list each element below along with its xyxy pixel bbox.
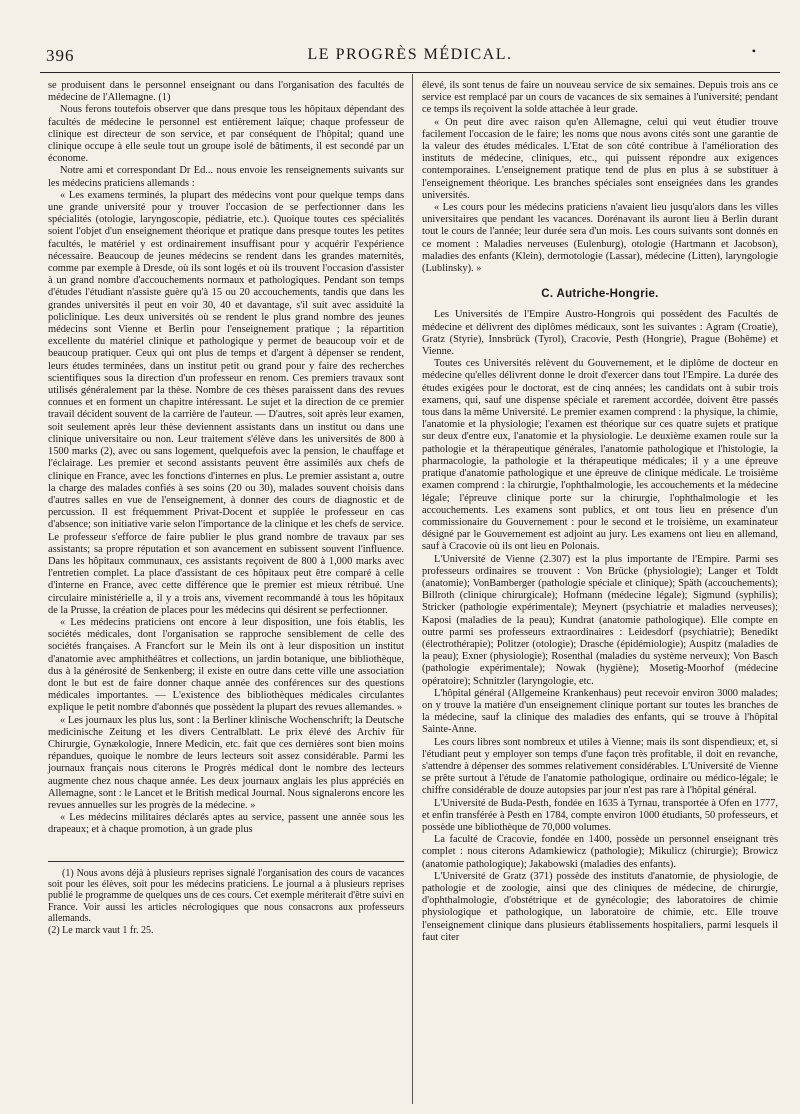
right-paragraphs-bottom [422,309,778,944]
footnote: (1) Nous avons déjà à plusieurs reprises signalé l'organisation des cours de vacances soit pour les élèves, soit pour les médecins praticiens. Le journal a à plusieurs reprises publié le programme de quelques uns de ces cours. Cet exemple mériterait d'être suivi en France. Voir aussi les articles nécrologiques que nous consacrons aux professeurs allemands. [48,867,404,925]
paragraph: L'hôpital général (Allgemeine Krankenhaus) peut recevoir environ 3000 malades; on y trouve la matière d'un enseignement clinique portant sur toutes les branches de la médecine, sauf la clinique des maladies des enfants, qui se trouve à l'hôpital Sainte-Anne. [422,687,778,736]
paragraph: « Les médecins praticiens ont encore à leur disposition, une fois établis, les sociétés médicales, dont l'organisation se rapproche sensiblement de celle des sociétés françaises. A Francfort sur le Mein ils ont à leur disposition un institut d'anatomie avec amphithéâtres et collections, un jardin botanique, une bibliothèque, dus à la générosité de Senkenberg; il existe en outre dans cette ville une association dont le but est de faire donner chaque année des conférences sur des questions médicales importantes. — L'existence des bibliothèques médicales circulantes explique le petit nombre d'abonnés que possèdent la plupart des revues allemandes. » [48,616,404,714]
paragraph: Toutes ces Universités relèvent du Gouvernement, et le diplôme de docteur en médecine qu'elles délivrent donne le droit d'exercer dans tout l'Empire. La durée des études exigées pour le doctorat, est de cinq années; les candidats ont à subir trois examens, qui, sauf une dispense spéciale et rarement accordée, doivent être passés tous dans la même Université. Le premier examen comprend : la physique, la chimie, l'anatomie et la physiologie; l'examen est théorique sur ces quatre sujets et pratique sur deux d'entre eux, l'anatomie et la physiologie. Le deuxième examen roule sur la pathologie et la thérapeutique générales, l'anatomie pathologique et l'histologie, la pharmacologie, la pathologie et la thérapeutique médicales; il y a une épreuve pratique d'anatomie pathologique et une épreuve de clinique médicale. Le troisième examen comprend : la chirurgie, l'ophthalmologie, les accouchements et la médecine légale; l'épreuve clinique porte sur la chirurgie, l'ophthalmologie et les accouchements. Les examens sont publics, et ont tous lieu en présence d'un commissionaire du Gouvernement : pour le second et le troisième, un examinateur désigné par le Gouvernement est adjoint au jury. Les examens ont lieu en allemand, sauf à Cracovie où ils ont lieu en Polonais. [422,358,778,553]
paragraph: Les cours libres sont nombreux et utiles à Vienne; mais ils sont dispendieux; et, si l'étudiant peut y employer son temps d'une façon très profitable, il doit en revanche, s'attendre à dépenser des sommes relativement considérables. L'Université de Vienne se prête surtout à l'étude de l'anatomie pathologique, ordinaire ou médico-légale; le chiffre considérable de douze autopsies par jour n'est pas rare à l'hôpital général. [422,736,778,797]
column-divider [412,74,413,1104]
paragraph: L'Université de Buda-Pesth, fondée en 1635 à Tyrnau, transportée à Ofen en 1777, et enfin transférée à Pesth en 1784, compte environ 1000 étudiants, 50 professeurs, et possède une bibliothèque de 70,000 volumes. [422,797,778,833]
paragraph: Nous ferons toutefois observer que dans presque tous les hôpitaux dépendant des facultés de médecine le personnel est entièrement laïque; chaque professeur de clinique est directeur de son service, et par conséquent de l'hôpital; quand une clinique occupe à elle seule tout un groupe isolé de bâtiments, il est secondé par un économe. [48,104,404,165]
paragraph: L'Université de Vienne (2.307) est la plus importante de l'Empire. Parmi ses professeurs ordinaires se trouvent : Von Brücke (physiologie); Langer et Toldt (anatomie); VonBamberger (pathologie spéciale et clinique); Späth (accouchements); Billroth (clinique chirurgicale); Hofmann (médecine légale); Sigmund (syphilis); Stricker (pathologie expérimentale); Meynert (psychiatrie et maladies nerveuses); Kaposi (maladies de la peau); Kundrat (anatomie pathologique). Elle compte en outre parmi ses professeurs extraordinaires : Leidesdorf (psychiatrie); Benedikt (électrothérapie); Politzer (otologie); Drasche (épidémiologie); Auspitz (maladies de la peau); Exner (physiologie); Rosenthal (maladies du système nerveux); Von Basch (pathologie expérimentale); Nowak (hygiène); Mosetig-Moorhof (médecine opératoire); Schnitzler (laryngologie, etc. [422,553,778,687]
section-title: C. Autriche-Hongrie. [541,288,659,301]
right-paragraphs-top [422,80,778,275]
paragraph: « Les cours pour les médecins praticiens n'avaient lieu jusqu'alors dans les villes universitaires que pendant les vacances. Dorénavant ils auront lieu à Berlin durant tout le cours de l'année; leur durée sera d'un mois. Les cours suivants sont donnés en ce moment : Maladies nerveuses (Eulenburg), otologie (Hartmann et Jacobson), maladies des enfants (Klein), dermotologie (Lassar), médecine (Litten), laryngologie (Lublinsky). » [422,202,778,275]
left-column [48,80,404,936]
paragraph: L'Université de Gratz (371) possède des instituts d'anatomie, de physiologie, de pathologie et de zoologie, ainsi que des cliniques de médecine, de chirurgie, d'ophthalmologie, d'obstétrique et de gynécologie; des laboratoires de chimie physiologique et pathologique, un laboratoire de chimie, etc. Elle trouve l'enseignement clinique dans plusieurs établissements hospitaliers, parmi lesquels il faut citer [422,870,778,943]
footnote-rule [48,861,404,862]
page-number: 396 [46,46,75,65]
paragraph: se produisent dans le personnel enseignant ou dans l'organisation des facultés de médecine de l'Allemagne. (1) [48,80,404,104]
footnotes [48,868,404,936]
paragraph: « Les médecins militaires déclarés aptes au service, passent une année sous les drapeaux; et à chaque promotion, à un grade plus [48,812,404,836]
header-mark: • [751,44,756,58]
page-header [40,46,780,70]
paragraph: élevé, ils sont tenus de faire un nouveau service de six semaines. Depuis trois ans ce service est remplacé par un cours de vacances de six semaines à l'université; pendant ce temps ils reçoivent la solde attachée à leur grade. [422,80,778,116]
journal-title: LE PROGRÈS MÉDICAL. [307,46,513,63]
left-paragraphs [48,80,404,837]
paragraph: Notre ami et correspondant Dr Ed... nous envoie les renseignements suivants sur les médecins praticiens allemands : [48,165,404,189]
paragraph: « Les examens terminés, la plupart des médecins vont pour quelque temps dans une grande université pour y trouver l'occasion de se perfectionner dans les spécialités (otologie, laryngoscopie, pédiatrie, etc.). Quoique toutes ces spécialités soient l'objet d'un enseignement théorique et pratique dans presque toutes les petites facultés, le matériel y est ordinairement insuffisant pour y acquérir l'expérience nécessaire. Beaucoup de jeunes médecins se rendent dans les grandes maternités, comme par exemple à Dresde, où ils sont logés et où ils trouvent l'occasion d'assister à un grand nombre d'accouchements normaux et pathologiques. Pendant son temps d'études l'étudiant n'assiste guère qu'à 15 ou 20 accouchements, tandis que dans les grandes universités il peut en voir 30, 40 et davantage, s'il suit avec assiduité la policlinique. Les deux universités où se rendent le plus grand nombre des jeunes médecins sont Vienne et Berlin pour l'enseignement pratique ; la répartition excellente du matériel clinique et pathologique y permet de beaucoup voir et de beaucoup pratiquer. Ceux qui ont plus de temps et d'argent à dépenser se rendent, leurs études terminées, dans un institut petit ou grand pour y faire des recherches scientifiques sous la direction d'un professeur en renom. Ces premiers travaux sont utilisés généralement par la thèse. Nombre de ces thèses paraissent dans des revues connues et en forment un chapitre intéressant. Le sujet et la direction de ce premier travail décident souvent de la carrière de l'auteur. — D'autres, soit après leur examen, soit seulement après leur thèse deviennent assistants dans un institut ou dans une clinique universitaire ou non. Leur traitement s'élève dans les universités de 800 à 1500 marks (2), avec ou sans logement, quelquefois avec la pension, le chauffage et l'éclairage. Les premier et second assistants peuvent être assimilés aux chefs de clinique en France, avec les fonctions d'internes en plus. Le premier assistant a, outre la charge des malades confiés à ses soins (20 ou 30), malades souvent choisis dans d'autres salles en vue de l'enseignement, à donner des cours de diagnostic et de percussion. Il est fréquemment Privat-Docent et supplée le professeur en cas d'absence; son initiative varie selon l'importance de la clinique et les chefs de service. Le professeur s'efforce de faire publier le plus grand nombre de travaux par ses assistants; sa propre réputation et son avancement en subissent souvent l'influence. Dans les hôpitaux communaux, ces assistants reçoivent de 800 à 1,000 marks avec l'entretien complet. La place d'assistant de ces hôpitaux peut être comparé à celle d'interne en France, avec cette différence que le premier est mieux rétribué. Une circulaire ministérielle a, il y a trois ans, vivement recommandé à tous les hôpitaux de la Prusse, la création de places pour les médecins qui désirent se perfectionner. [48,189,404,616]
paragraph: « On peut dire avec raison qu'en Allemagne, celui qui veut étudier trouve facilement l'occasion de le faire; les noms que nous avons cités sont une garantie de la valeur des études médicales. L'Etat de son côté contribue à l'amélioration des instituts de médecine, cliniques, etc., qui puissent répondre aux exigences contemporaines. L'enseignement pratique tend de plus en plus à se substituer à l'enseignement théorique. Les branches spéciales sont enseignées dans les grandes universités. [422,116,778,201]
paragraph: « Les journaux les plus lus, sont : la Berliner klinische Wochenschrift; la Deutsche medicinische Zeitung et les divers Centralblatt. Le prix élevé des Archiv für Chirurgie, Gynækologie, Innere Medicin, etc. fait que ces dernières sont bien moins répandues, quoique le nombre de leurs lecteurs soit assez considérable. Parmi les journaux français nous citerons le Progrès médical dont le nombre des lecteurs augmente chez nous chaque année. Les deux journaux anglais les plus appréciés en Allemagne, sont : le Lancet et le British medical Journal. Nous signalerons encore les revues annuelles sur les progrès de la médecine. » [48,714,404,811]
paragraph: Les Universités de l'Empire Austro-Hongrois qui possèdent des Facultés de médecine et délivrent des diplômes médicaux, sont les suivantes : Agram (Croatie), Gratz (Styrie), Innsbrück (Tyrol), Cracovie, Pesth (Hongrie), Prague (Bohême) et Vienne. [422,309,778,358]
footnote: (2) Le marck vaut 1 fr. 25. [48,924,154,936]
paragraph: La faculté de Cracovie, fondée en 1400, possède un personnel enseignant très complet : nous citerons Adamkiewicz (pathologie); Mikulicz (chirurgie); Browicz (anatomie pathologique); Jakabowski (maladies des enfants). [422,834,778,870]
right-column [422,80,778,944]
header-rule [40,72,780,73]
